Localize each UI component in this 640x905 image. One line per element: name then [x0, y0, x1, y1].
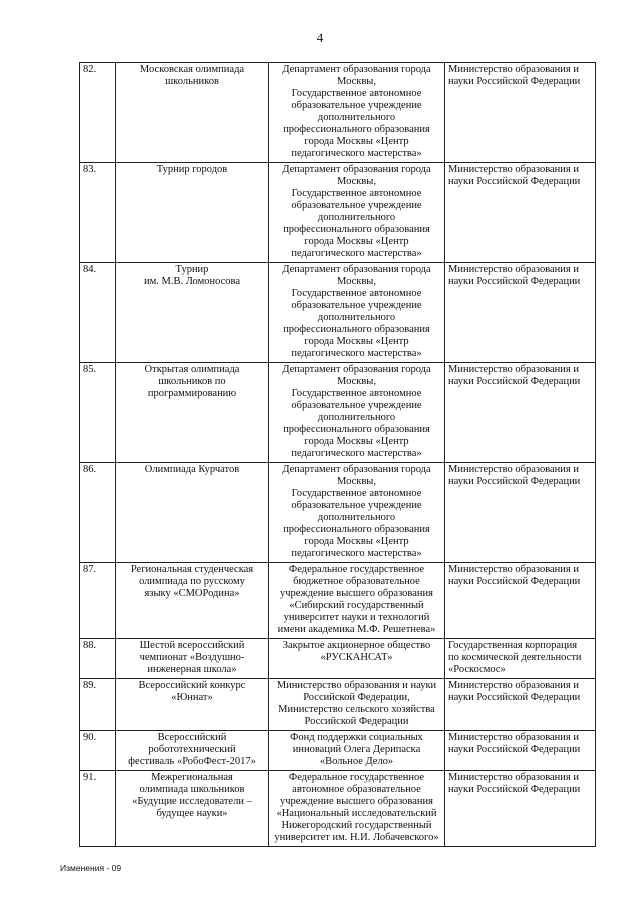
supervising-ministry: Министерство образования и науки Российской Федерации — [445, 263, 596, 363]
page-number: 4 — [316, 30, 324, 45]
row-number: 85. — [80, 363, 116, 463]
table-body — [80, 63, 596, 847]
row-number: 90. — [80, 731, 116, 771]
olympiad-name: Турнир им. М.В. Ломоносова — [116, 263, 269, 363]
olympiad-name: Открытая олимпиада школьников по программированию — [116, 363, 269, 463]
organizer: Фонд поддержки социальных инноваций Олега Дерипаска «Вольное Дело» — [269, 731, 445, 771]
olympiad-name: Всероссийский робототехнический фестиваль «РобоФест-2017» — [116, 731, 269, 771]
organizer: Департамент образования города Москвы, Государственное автономное образовательное учреждение дополнительного профессионального образования города Москвы «Центр педагогического мастерства» — [269, 263, 445, 363]
organizer: Департамент образования города Москвы, Государственное автономное образовательное учреждение дополнительного профессионального образования города Москвы «Центр педагогического мастерства» — [269, 463, 445, 563]
row-number: 83. — [80, 163, 116, 263]
row-number: 88. — [80, 639, 116, 679]
table-row — [80, 563, 596, 639]
supervising-ministry: Государственная корпорация по космической деятельности «Роскосмос» — [445, 639, 596, 679]
row-number: 91. — [80, 771, 116, 847]
table-row — [80, 463, 596, 563]
table-row — [80, 731, 596, 771]
supervising-ministry: Министерство образования и науки Российской Федерации — [445, 563, 596, 639]
row-number: 84. — [80, 263, 116, 363]
row-number: 89. — [80, 679, 116, 731]
table-row — [80, 163, 596, 263]
organizer: Министерство образования и науки Российской Федерации, Министерство сельского хозяйства Российской Федерации — [269, 679, 445, 731]
table-row — [80, 679, 596, 731]
olympiad-name: Московская олимпиада школьников — [116, 63, 269, 163]
organizer: Закрытое акционерное общество «РУСКАНСАТ» — [269, 639, 445, 679]
olympiad-name: Межрегиональная олимпиада школьников «Будущие исследователи – будущее науки» — [116, 771, 269, 847]
supervising-ministry: Министерство образования и науки Российской Федерации — [445, 63, 596, 163]
olympiad-table — [79, 62, 596, 847]
table-row — [80, 639, 596, 679]
table-row — [80, 63, 596, 163]
row-number: 87. — [80, 563, 116, 639]
organizer: Департамент образования города Москвы, Государственное автономное образовательное учреждение дополнительного профессионального образования города Москвы «Центр педагогического мастерства» — [269, 63, 445, 163]
organizer: Департамент образования города Москвы, Государственное автономное образовательное учреждение дополнительного профессионального образования города Москвы «Центр педагогического мастерства» — [269, 363, 445, 463]
supervising-ministry: Министерство образования и науки Российской Федерации — [445, 363, 596, 463]
olympiad-name: Региональная студенческая олимпиада по русскому языку «СМОРодина» — [116, 563, 269, 639]
row-number: 82. — [80, 63, 116, 163]
organizer: Федеральное государственное автономное образовательное учреждение высшего образования «Национальный исследовательский Нижегородский государственный университет им. Н.И. Лобачевского» — [269, 771, 445, 847]
table-row — [80, 263, 596, 363]
footer-revision-note: Изменения - 09 — [60, 863, 122, 873]
olympiad-name: Турнир городов — [116, 163, 269, 263]
organizer: Федеральное государственное бюджетное образовательное учреждение высшего образования «Сибирский государственный университет науки и технологий имени академика М.Ф. Решетнева» — [269, 563, 445, 639]
organizer: Департамент образования города Москвы, Государственное автономное образовательное учреждение дополнительного профессионального образования города Москвы «Центр педагогического мастерства» — [269, 163, 445, 263]
row-number: 86. — [80, 463, 116, 563]
supervising-ministry: Министерство образования и науки Российской Федерации — [445, 731, 596, 771]
supervising-ministry: Министерство образования и науки Российской Федерации — [445, 679, 596, 731]
supervising-ministry: Министерство образования и науки Российской Федерации — [445, 163, 596, 263]
olympiad-name: Олимпиада Курчатов — [116, 463, 269, 563]
olympiad-name: Всероссийский конкурс «Юннат» — [116, 679, 269, 731]
olympiad-name: Шестой всероссийский чемпионат «Воздушно- инженерная школа» — [116, 639, 269, 679]
table-row — [80, 771, 596, 847]
supervising-ministry: Министерство образования и науки Российской Федерации — [445, 463, 596, 563]
supervising-ministry: Министерство образования и науки Российской Федерации — [445, 771, 596, 847]
table-row — [80, 363, 596, 463]
